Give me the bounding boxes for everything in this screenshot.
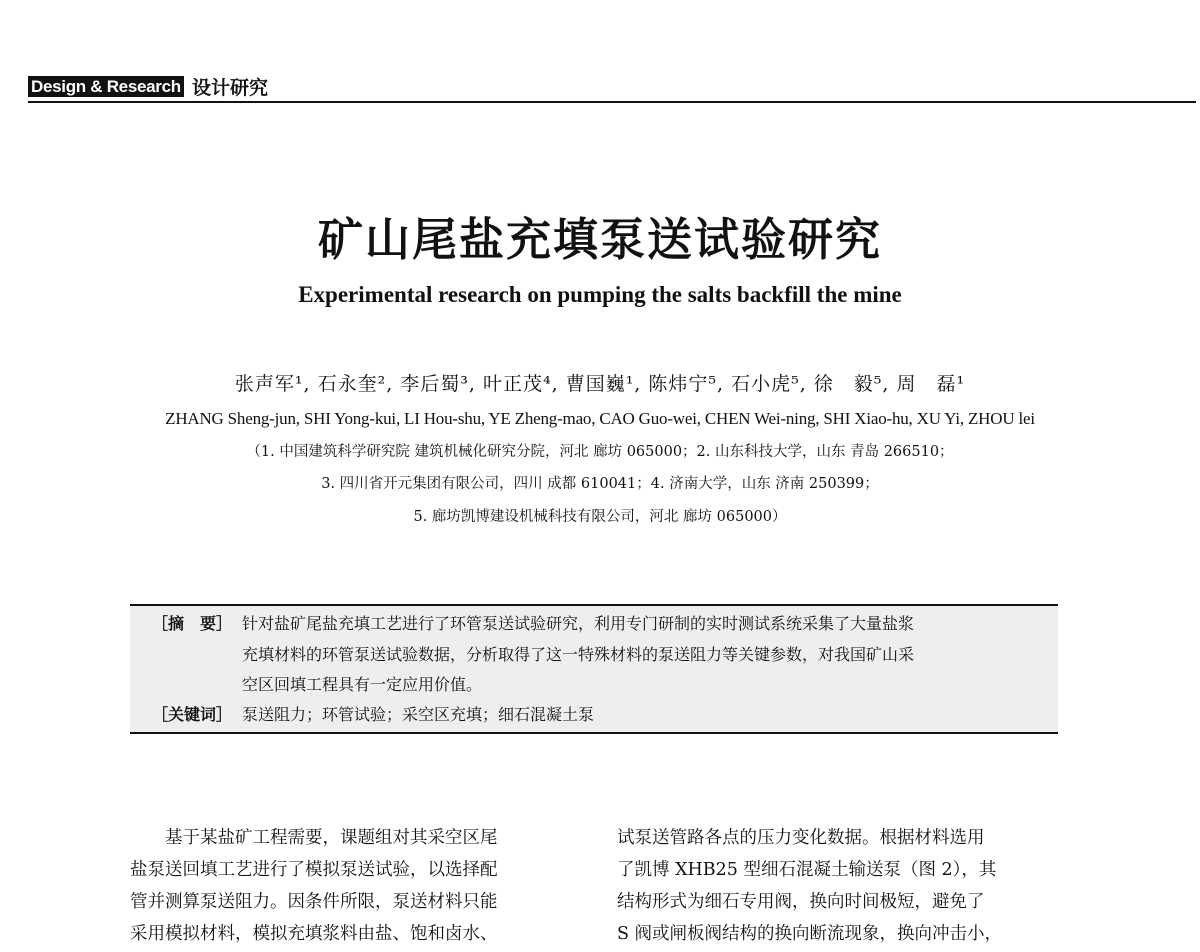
abstract-line: 针对盐矿尾盐充填工艺进行了环管泵送试验研究，利用专门研制的实时测试系统采集了大量盐浆 (242, 614, 915, 633)
section-label: 设计研究 (192, 77, 269, 99)
body-line: 采用模拟材料，模拟充填浆料由盐、饱和卤水、 (130, 924, 498, 944)
keywords-label: ［关键词］ (152, 705, 233, 724)
title-chinese: 矿山尾盐充填泵送试验研究 (317, 213, 882, 266)
affiliation-line-1: （1. 中国建筑科学研究院 建筑机械化研究分院，河北 廊坊 065000；2. 山东科技大学，山东 青岛 266510； (246, 444, 954, 460)
body-line: S 阀或闸板阀结构的换向断流现象，换向冲击小， (617, 924, 1003, 944)
affiliation-line-3: 5. 廊坊凯博建设机械科技有限公司，河北 廊坊 065000） (413, 509, 787, 525)
body-line: 盐泵送回填工艺进行了模拟泵送试验，以选择配 (130, 860, 498, 880)
running-header (28, 76, 1196, 102)
body-line: 试泵送管路各点的压力变化数据。根据材料选用 (617, 828, 985, 848)
authors-english: ZHANG Sheng-jun, SHI Yong-kui, LI Hou-shu, YE Zheng-mao, CAO Guo-wei, CHEN Wei-ning, SHI Xiao-hu, XU Yi, ZHOU lei (165, 409, 1035, 428)
keywords-text: 泵送阻力；环管试验；采空区充填；细石混凝土泵 (242, 705, 595, 724)
body-line: 基于某盐矿工程需要，课题组对其采空区尾 (165, 828, 498, 848)
abstract-line: 充填材料的环管泵送试验数据，分析取得了这一特殊材料的泵送阻力等关键参数，对我国矿山采 (242, 645, 915, 664)
body-line: 了凯博 XHB25 型细石混凝土输送泵（图 2），其 (617, 860, 997, 880)
abstract-box (130, 604, 1058, 734)
body-line: 结构形式为细石专用阀，换向时间极短，避免了 (617, 892, 985, 912)
body-line: 管并测算泵送阻力。因条件所限，泵送材料只能 (130, 892, 498, 912)
abstract-label: ［摘 要］ (152, 614, 233, 633)
affiliation-line-2: 3. 四川省开元集团有限公司，四川 成都 610041；4. 济南大学，山东 济南 250399； (321, 476, 879, 492)
authors-chinese: 张声军¹, 石永奎², 李后蜀³, 叶正茂⁴, 曹国巍¹, 陈炜宁⁵, 石小虎⁵, 徐 毅⁵, 周 磊¹ (234, 373, 966, 395)
title-english: Experimental research on pumping the salts backfill the mine (298, 282, 902, 307)
journal-brand-label: Design & Research (28, 76, 184, 97)
abstract-line: 空区回填工程具有一定应用价值。 (242, 675, 483, 694)
header-rule (28, 101, 1196, 103)
